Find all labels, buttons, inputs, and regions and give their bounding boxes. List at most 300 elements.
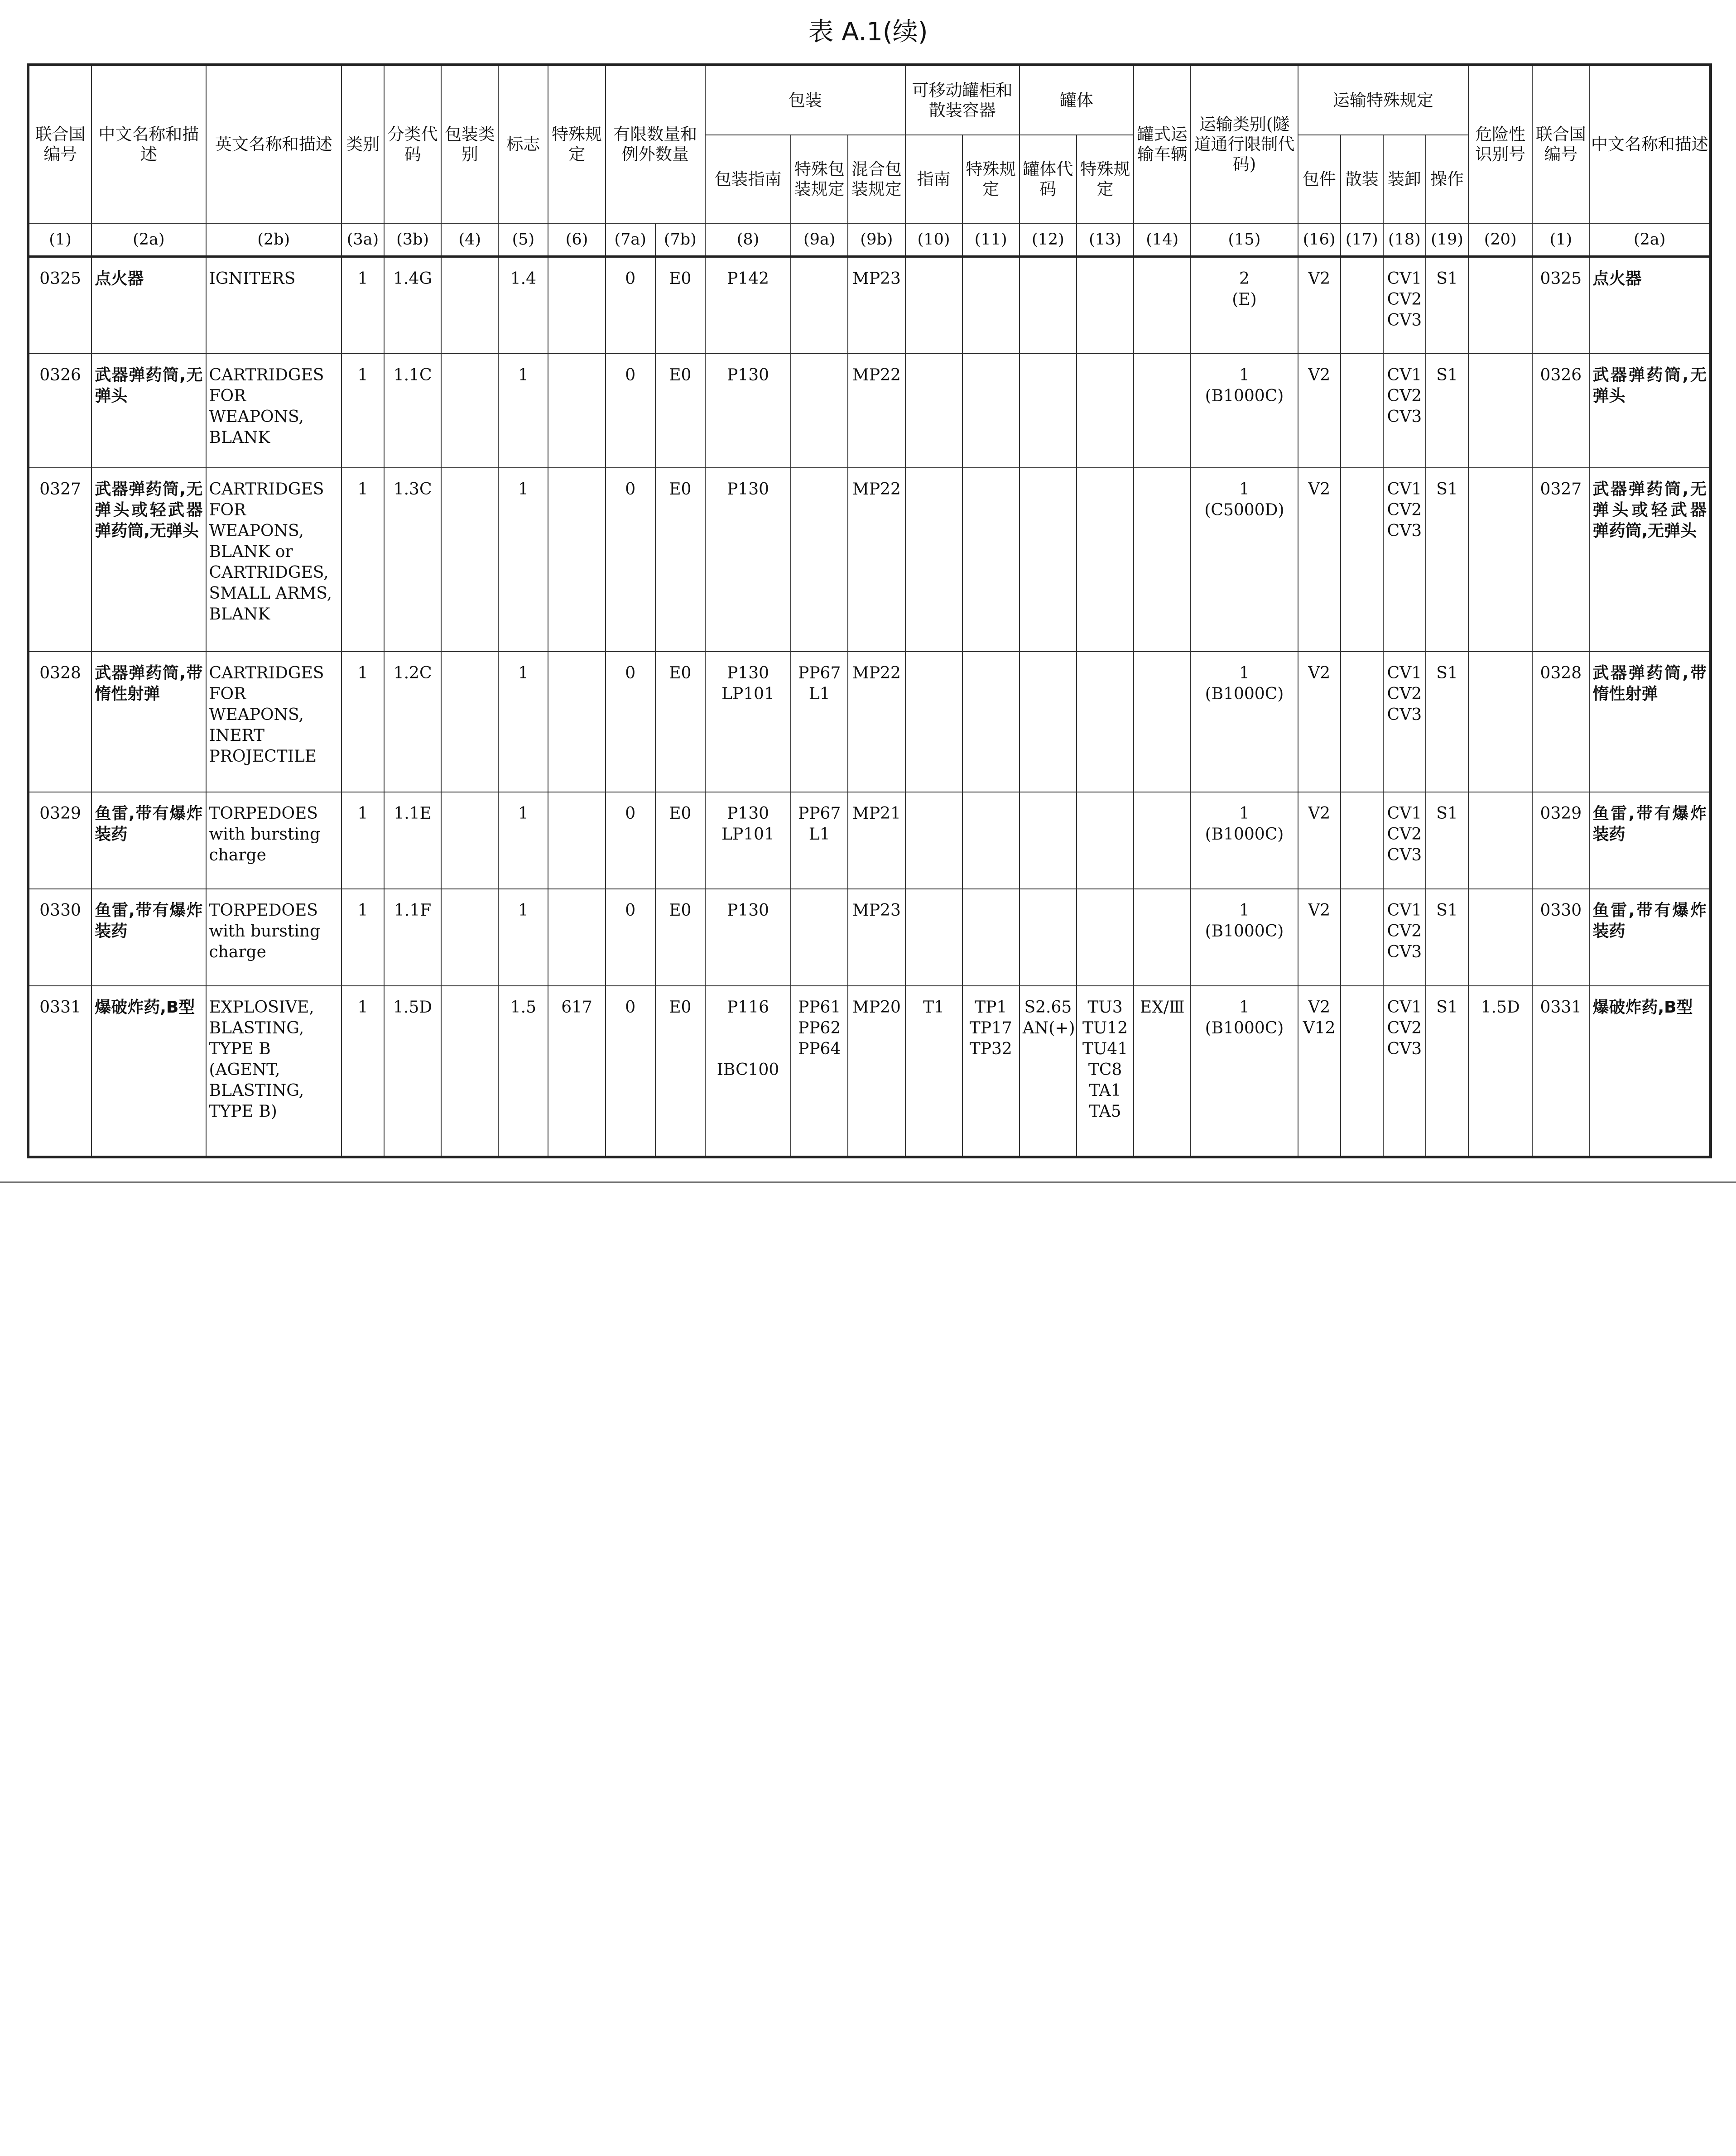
column-number: (14) bbox=[1134, 223, 1191, 257]
cell-en: IGNITERS bbox=[206, 257, 341, 354]
cell-c18 bbox=[1383, 354, 1426, 468]
cell-c15 bbox=[1191, 792, 1298, 889]
cell-c12 bbox=[1019, 652, 1077, 792]
table-header bbox=[28, 65, 1711, 257]
cell-c3b: 1.1E bbox=[384, 792, 441, 889]
cell-un2: 0328 bbox=[1532, 652, 1589, 792]
cell-c3b: 1.5D bbox=[384, 986, 441, 1157]
cell-c15 bbox=[1191, 257, 1298, 354]
cell-c8 bbox=[705, 792, 791, 889]
cell-c7b: E0 bbox=[655, 354, 705, 468]
cell-c18 bbox=[1383, 986, 1426, 1157]
header-hazard-id: 危险性识别号 bbox=[1468, 65, 1532, 223]
cell-cn2: 武器弹药筒,带惰性射弹 bbox=[1589, 652, 1711, 792]
cell-c4 bbox=[441, 652, 498, 792]
cell-line: CV3 bbox=[1387, 311, 1422, 330]
cell-line: P116 bbox=[727, 998, 769, 1017]
cell-c13 bbox=[1077, 257, 1134, 354]
cell-line: PP64 bbox=[798, 1039, 841, 1058]
cell-line: LP101 bbox=[721, 825, 774, 844]
cell-c17 bbox=[1341, 354, 1383, 468]
cell-c5: 1 bbox=[498, 468, 548, 652]
cell-c18 bbox=[1383, 257, 1426, 354]
header-packaging: 包装 bbox=[705, 65, 905, 135]
column-number: (3b) bbox=[384, 223, 441, 257]
cell-c18 bbox=[1383, 468, 1426, 652]
table-title: 表 A.1(续) bbox=[808, 17, 928, 47]
cell-line: P130 bbox=[727, 365, 769, 384]
cell-c9a bbox=[791, 792, 848, 889]
cell-c7a: 0 bbox=[606, 652, 655, 792]
cell-c8 bbox=[705, 468, 791, 652]
cell-line bbox=[1080, 479, 1130, 500]
cell-line: CV2 bbox=[1387, 290, 1422, 309]
cell-c3b: 1.2C bbox=[384, 652, 441, 792]
cell-line bbox=[794, 365, 845, 386]
cell-c6 bbox=[548, 468, 605, 652]
header-operation: 操作 bbox=[1426, 135, 1468, 223]
cell-line: V2 bbox=[1308, 901, 1331, 920]
cell-c17 bbox=[1341, 257, 1383, 354]
cell-c8 bbox=[705, 889, 791, 986]
cell-line: CV3 bbox=[1387, 942, 1422, 961]
cell-c15 bbox=[1191, 652, 1298, 792]
column-number-row bbox=[28, 223, 1711, 257]
cell-line: TP32 bbox=[969, 1039, 1012, 1058]
cell-line: CV2 bbox=[1387, 825, 1422, 844]
page-divider-line bbox=[0, 1181, 1736, 1183]
cell-c17 bbox=[1341, 652, 1383, 792]
header-name-cn-repeat: 中文名称和描述 bbox=[1589, 65, 1711, 223]
cell-line: CV3 bbox=[1387, 407, 1422, 426]
cell-cn: 爆破炸药,B型 bbox=[91, 986, 206, 1157]
cell-c9b: MP22 bbox=[848, 354, 905, 468]
cell-c3a: 1 bbox=[341, 468, 384, 652]
cell-line bbox=[1080, 365, 1130, 386]
cell-line: V12 bbox=[1303, 1018, 1336, 1037]
cell-c3b: 1.4G bbox=[384, 257, 441, 354]
cell-cn2: 爆破炸药,B型 bbox=[1589, 986, 1711, 1157]
cell-c3a: 1 bbox=[341, 889, 384, 986]
cell-c7b: E0 bbox=[655, 257, 705, 354]
header-pt-instr: 指南 bbox=[905, 135, 962, 223]
cell-c9b: MP22 bbox=[848, 468, 905, 652]
cell-c4 bbox=[441, 354, 498, 468]
cell-c5: 1.5 bbox=[498, 986, 548, 1157]
cell-cn: 武器弹药筒,带惰性射弹 bbox=[91, 652, 206, 792]
header-tank: 罐体 bbox=[1019, 65, 1134, 135]
cell-c5: 1 bbox=[498, 652, 548, 792]
cell-c12 bbox=[1019, 354, 1077, 468]
cell-line bbox=[1080, 803, 1130, 824]
cell-c16 bbox=[1298, 468, 1341, 652]
cell-c19: S1 bbox=[1426, 986, 1468, 1157]
cell-cn2: 鱼雷,带有爆炸装药 bbox=[1589, 889, 1711, 986]
cell-c17 bbox=[1341, 986, 1383, 1157]
cell-line bbox=[1023, 663, 1073, 684]
cell-cn: 鱼雷,带有爆炸装药 bbox=[91, 889, 206, 986]
header-tank-special: 特殊规定 bbox=[1077, 135, 1134, 223]
cell-en: TORPEDOES with bursting charge bbox=[206, 889, 341, 986]
cell-c9b: MP23 bbox=[848, 257, 905, 354]
column-number: (13) bbox=[1077, 223, 1134, 257]
cell-line: 1 bbox=[1239, 804, 1250, 823]
column-number: (16) bbox=[1298, 223, 1341, 257]
cell-c18 bbox=[1383, 889, 1426, 986]
cell-line bbox=[1023, 803, 1073, 824]
cell-line: (B1000C) bbox=[1205, 825, 1284, 844]
cell-line bbox=[794, 479, 845, 500]
cell-line: CV3 bbox=[1387, 1039, 1422, 1058]
cell-c5: 1 bbox=[498, 354, 548, 468]
cell-c8 bbox=[705, 986, 791, 1157]
cell-c9a bbox=[791, 257, 848, 354]
header-un-no-repeat: 联合国编号 bbox=[1532, 65, 1589, 223]
cell-cn2: 鱼雷,带有爆炸装药 bbox=[1589, 792, 1711, 889]
cell-c9a bbox=[791, 986, 848, 1157]
cell-c4 bbox=[441, 468, 498, 652]
cell-c4 bbox=[441, 889, 498, 986]
cell-line: TU12 bbox=[1082, 1018, 1128, 1037]
cell-un: 0327 bbox=[28, 468, 91, 652]
cell-line: 2 bbox=[1239, 269, 1250, 288]
cell-line: 1 bbox=[1239, 480, 1250, 499]
cell-c10: T1 bbox=[905, 986, 962, 1157]
table-body bbox=[28, 257, 1711, 1157]
cell-c20: 1.5D bbox=[1468, 986, 1532, 1157]
header-limited-excepted: 有限数量和例外数量 bbox=[606, 65, 705, 223]
cell-c15 bbox=[1191, 468, 1298, 652]
cell-c3a: 1 bbox=[341, 354, 384, 468]
header-portable-tank: 可移动罐柜和散装容器 bbox=[905, 65, 1019, 135]
cell-c7a: 0 bbox=[606, 354, 655, 468]
cell-c7a: 0 bbox=[606, 792, 655, 889]
cell-line bbox=[966, 900, 1016, 921]
header-packages: 包件 bbox=[1298, 135, 1341, 223]
cell-c18 bbox=[1383, 792, 1426, 889]
cell-c11 bbox=[962, 986, 1019, 1157]
column-number: (3a) bbox=[341, 223, 384, 257]
cell-line: (E) bbox=[1232, 290, 1257, 309]
cell-c14 bbox=[1134, 792, 1191, 889]
cell-line: P130 bbox=[727, 804, 769, 823]
cell-c20 bbox=[1468, 257, 1532, 354]
table-row bbox=[28, 652, 1711, 792]
cell-line: CV1 bbox=[1387, 663, 1422, 682]
cell-c19: S1 bbox=[1426, 354, 1468, 468]
cell-c4 bbox=[441, 986, 498, 1157]
cell-un2: 0327 bbox=[1532, 468, 1589, 652]
cell-c16 bbox=[1298, 792, 1341, 889]
cell-line bbox=[966, 803, 1016, 824]
column-number: (9b) bbox=[848, 223, 905, 257]
cell-line: CV1 bbox=[1387, 901, 1422, 920]
column-number: (1) bbox=[28, 223, 91, 257]
cell-en: TORPEDOES with bursting charge bbox=[206, 792, 341, 889]
cell-line: (B1000C) bbox=[1205, 684, 1284, 703]
cell-c15 bbox=[1191, 354, 1298, 468]
cell-c6 bbox=[548, 889, 605, 986]
cell-c19: S1 bbox=[1426, 652, 1468, 792]
table-row bbox=[28, 468, 1711, 652]
cell-c6: 617 bbox=[548, 986, 605, 1157]
header-special-pack: 特殊包装规定 bbox=[791, 135, 848, 223]
cell-c10 bbox=[905, 792, 962, 889]
cell-c4 bbox=[441, 257, 498, 354]
cell-c5: 1.4 bbox=[498, 257, 548, 354]
cell-line: PP67 bbox=[798, 663, 841, 682]
cell-line: 1 bbox=[1239, 901, 1250, 920]
cell-cn2: 武器弹药筒,无弹头或轻武器弹药筒,无弹头 bbox=[1589, 468, 1711, 652]
cell-c18 bbox=[1383, 652, 1426, 792]
cell-c5: 1 bbox=[498, 889, 548, 986]
cell-line bbox=[1023, 365, 1073, 386]
cell-c12 bbox=[1019, 792, 1077, 889]
cell-c7b: E0 bbox=[655, 652, 705, 792]
cell-line: L1 bbox=[808, 684, 830, 703]
cell-c20 bbox=[1468, 468, 1532, 652]
cell-c14 bbox=[1134, 652, 1191, 792]
cell-c9a bbox=[791, 354, 848, 468]
cell-line bbox=[1080, 900, 1130, 921]
cell-line: P130 bbox=[727, 663, 769, 682]
cell-line: (B1000C) bbox=[1205, 1018, 1284, 1037]
cell-c5: 1 bbox=[498, 792, 548, 889]
header-labels: 标志 bbox=[498, 65, 548, 223]
cell-c7b: E0 bbox=[655, 468, 705, 652]
cell-un: 0331 bbox=[28, 986, 91, 1157]
cell-en: CARTRIDGES FOR WEAPONS, BLANK or CARTRIDGES, SMALL ARMS, BLANK bbox=[206, 468, 341, 652]
cell-c14 bbox=[1134, 468, 1191, 652]
column-number: (2a) bbox=[91, 223, 206, 257]
cell-cn2: 点火器 bbox=[1589, 257, 1711, 354]
cell-cn: 武器弹药筒,无弹头或轻武器弹药筒,无弹头 bbox=[91, 468, 206, 652]
cell-c7b: E0 bbox=[655, 986, 705, 1157]
cell-line bbox=[966, 365, 1016, 386]
cell-c11 bbox=[962, 889, 1019, 986]
cell-c10 bbox=[905, 652, 962, 792]
cell-en: CARTRIDGES FOR WEAPONS, BLANK bbox=[206, 354, 341, 468]
header-name-en: 英文名称和描述 bbox=[206, 65, 341, 223]
cell-c12 bbox=[1019, 889, 1077, 986]
cell-line: CV1 bbox=[1387, 269, 1422, 288]
cell-c7a: 0 bbox=[606, 257, 655, 354]
cell-line: TP1 bbox=[975, 998, 1007, 1017]
cell-line bbox=[966, 269, 1016, 289]
cell-c11 bbox=[962, 257, 1019, 354]
cell-line bbox=[1080, 663, 1130, 684]
cell-line bbox=[966, 663, 1016, 684]
cell-line: V2 bbox=[1308, 663, 1331, 682]
header-transport-special: 运输特殊规定 bbox=[1298, 65, 1469, 135]
cell-c20 bbox=[1468, 652, 1532, 792]
cell-line: V2 bbox=[1308, 269, 1331, 288]
cell-c11 bbox=[962, 652, 1019, 792]
table-row bbox=[28, 889, 1711, 986]
cell-c7a: 0 bbox=[606, 986, 655, 1157]
cell-c14 bbox=[1134, 889, 1191, 986]
cell-cn: 点火器 bbox=[91, 257, 206, 354]
cell-c9b: MP21 bbox=[848, 792, 905, 889]
cell-c13 bbox=[1077, 468, 1134, 652]
column-number: (2a) bbox=[1589, 223, 1711, 257]
cell-c8 bbox=[705, 652, 791, 792]
cell-un: 0328 bbox=[28, 652, 91, 792]
cell-c12 bbox=[1019, 257, 1077, 354]
cell-line: CV1 bbox=[1387, 480, 1422, 499]
cell-c19: S1 bbox=[1426, 257, 1468, 354]
cell-c19: S1 bbox=[1426, 468, 1468, 652]
cell-c19: S1 bbox=[1426, 792, 1468, 889]
header-class-code: 分类代码 bbox=[384, 65, 441, 223]
cell-c3b: 1.1C bbox=[384, 354, 441, 468]
cell-un2: 0331 bbox=[1532, 986, 1589, 1157]
column-number: (8) bbox=[705, 223, 791, 257]
cell-c7b: E0 bbox=[655, 889, 705, 986]
column-number: (7b) bbox=[655, 223, 705, 257]
cell-c16 bbox=[1298, 652, 1341, 792]
cell-c17 bbox=[1341, 792, 1383, 889]
cell-line: TA5 bbox=[1089, 1102, 1121, 1121]
cell-c6 bbox=[548, 354, 605, 468]
cell-line: CV2 bbox=[1387, 684, 1422, 703]
cell-c10 bbox=[905, 468, 962, 652]
cell-c16 bbox=[1298, 354, 1341, 468]
cell-line: S2.65 bbox=[1024, 998, 1072, 1017]
header-mixed-pack: 混合包装规定 bbox=[848, 135, 905, 223]
cell-line: (C5000D) bbox=[1204, 500, 1284, 519]
cell-c3a: 1 bbox=[341, 652, 384, 792]
header-pt-special: 特殊规定 bbox=[962, 135, 1019, 223]
cell-line: TP17 bbox=[969, 1018, 1012, 1037]
column-number: (2b) bbox=[206, 223, 341, 257]
cell-line: CV1 bbox=[1387, 998, 1422, 1017]
cell-un2: 0330 bbox=[1532, 889, 1589, 986]
cell-line: 1 bbox=[1239, 365, 1250, 384]
header-packing-group: 包装类别 bbox=[441, 65, 498, 223]
cell-line bbox=[966, 479, 1016, 500]
cell-line: TA1 bbox=[1089, 1081, 1121, 1100]
cell-c9b: MP23 bbox=[848, 889, 905, 986]
cell-c16 bbox=[1298, 257, 1341, 354]
column-number: (5) bbox=[498, 223, 548, 257]
cell-line bbox=[1023, 269, 1073, 289]
cell-line: PP61 bbox=[798, 998, 841, 1017]
column-number: (7a) bbox=[606, 223, 655, 257]
cell-c14 bbox=[1134, 257, 1191, 354]
cell-line: TU3 bbox=[1087, 998, 1123, 1017]
cell-cn2: 武器弹药筒,无弹头 bbox=[1589, 354, 1711, 468]
cell-c3b: 1.3C bbox=[384, 468, 441, 652]
cell-line bbox=[1080, 269, 1130, 289]
cell-c7b: E0 bbox=[655, 792, 705, 889]
cell-line: AN(+) bbox=[1022, 1018, 1075, 1037]
column-number: (10) bbox=[905, 223, 962, 257]
column-number: (18) bbox=[1383, 223, 1426, 257]
cell-c20 bbox=[1468, 354, 1532, 468]
cell-c11 bbox=[962, 792, 1019, 889]
cell-en: EXPLOSIVE, BLASTING, TYPE B (AGENT, BLASTING, TYPE B) bbox=[206, 986, 341, 1157]
cell-c11 bbox=[962, 354, 1019, 468]
cell-line: P142 bbox=[727, 269, 769, 288]
cell-un2: 0325 bbox=[1532, 257, 1589, 354]
cell-c10 bbox=[905, 889, 962, 986]
cell-c17 bbox=[1341, 468, 1383, 652]
cell-c9a bbox=[791, 889, 848, 986]
column-number: (11) bbox=[962, 223, 1019, 257]
cell-c3b: 1.1F bbox=[384, 889, 441, 986]
cell-c13 bbox=[1077, 354, 1134, 468]
header-loading: 装卸 bbox=[1383, 135, 1426, 223]
cell-c12 bbox=[1019, 986, 1077, 1157]
cell-c14 bbox=[1134, 354, 1191, 468]
header-name-cn: 中文名称和描述 bbox=[91, 65, 206, 223]
cell-c13 bbox=[1077, 889, 1134, 986]
cell-line: CV2 bbox=[1387, 386, 1422, 405]
cell-line bbox=[794, 900, 845, 921]
table-row bbox=[28, 354, 1711, 468]
cell-line: P130 bbox=[727, 901, 769, 920]
cell-c16 bbox=[1298, 889, 1341, 986]
cell-line: PP62 bbox=[798, 1018, 841, 1037]
cell-line: CV3 bbox=[1387, 845, 1422, 864]
cell-c16 bbox=[1298, 986, 1341, 1157]
cell-c9b: MP20 bbox=[848, 986, 905, 1157]
cell-c3a: 1 bbox=[341, 986, 384, 1157]
header-special-provisions: 特殊规定 bbox=[548, 65, 605, 223]
cell-c14: EX/Ⅲ bbox=[1134, 986, 1191, 1157]
cell-line bbox=[794, 269, 845, 289]
header-tank-code: 罐体代码 bbox=[1019, 135, 1077, 223]
cell-line: CV1 bbox=[1387, 365, 1422, 384]
cell-c6 bbox=[548, 792, 605, 889]
cell-line: TC8 bbox=[1088, 1060, 1122, 1079]
cell-un: 0325 bbox=[28, 257, 91, 354]
cell-line: V2 bbox=[1308, 804, 1331, 823]
cell-line: (B1000C) bbox=[1205, 386, 1284, 405]
cell-c8 bbox=[705, 354, 791, 468]
cell-c7a: 0 bbox=[606, 468, 655, 652]
column-number: (15) bbox=[1191, 223, 1298, 257]
cell-un: 0326 bbox=[28, 354, 91, 468]
cell-c7a: 0 bbox=[606, 889, 655, 986]
table-row bbox=[28, 986, 1711, 1157]
column-number: (6) bbox=[548, 223, 605, 257]
header-bulk: 散装 bbox=[1341, 135, 1383, 223]
cell-line: (B1000C) bbox=[1205, 922, 1284, 941]
column-number: (19) bbox=[1426, 223, 1468, 257]
cell-line: LP101 bbox=[721, 684, 774, 703]
cell-c9a bbox=[791, 652, 848, 792]
cell-line: L1 bbox=[808, 825, 830, 844]
cell-un: 0329 bbox=[28, 792, 91, 889]
cell-line bbox=[1023, 900, 1073, 921]
cell-en: CARTRIDGES FOR WEAPONS, INERT PROJECTILE bbox=[206, 652, 341, 792]
cell-c13 bbox=[1077, 652, 1134, 792]
cell-c3a: 1 bbox=[341, 792, 384, 889]
cell-line: CV3 bbox=[1387, 521, 1422, 540]
column-number: (9a) bbox=[791, 223, 848, 257]
cell-line: CV1 bbox=[1387, 804, 1422, 823]
cell-line: CV3 bbox=[1387, 705, 1422, 724]
cell-line: V2 bbox=[1308, 998, 1331, 1017]
cell-c17 bbox=[1341, 889, 1383, 986]
cell-un: 0330 bbox=[28, 889, 91, 986]
header-class: 类别 bbox=[341, 65, 384, 223]
cell-c13 bbox=[1077, 792, 1134, 889]
table-row bbox=[28, 257, 1711, 354]
cell-line bbox=[708, 1018, 788, 1039]
